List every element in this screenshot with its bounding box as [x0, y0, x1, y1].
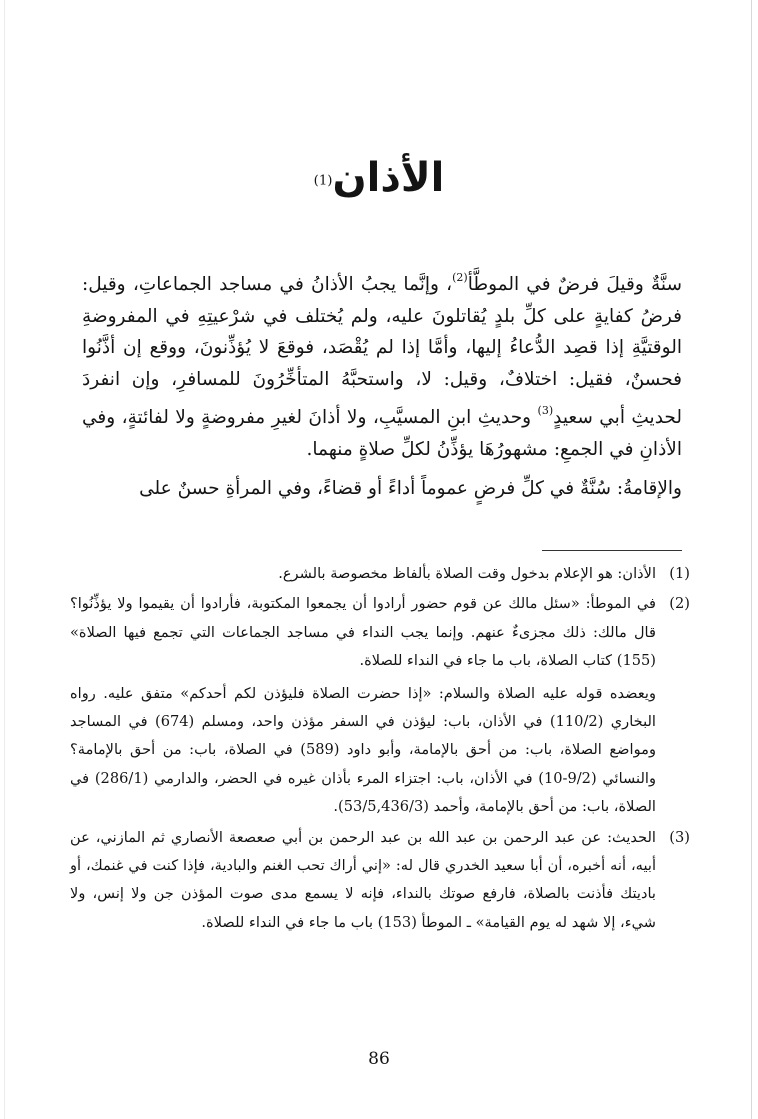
- footnote-body: [70, 560, 656, 588]
- footnote-body: [70, 590, 656, 821]
- main-text-segment: ، وإنَّما يجبُ الأذانُ في مساجد الجماعاتِ، وقيل: فرضُ كفايةٍ على كلِّ بلدٍ يُقاتلونَ عليه، ولم يُختلف في شرْعيتِهِ في المفروضةِ الوقتيَّةِ إذا قصِد الدُّعاءُ إليها، وأمَّا إذا لم يُقْصَد، فوقعَ لا يُؤذِّنونَ، ووقع إن أذَّنُوا فحسنٌ، فقيل: اختلافٌ، وقيل: لا، واستحبَّهُ المتأخِّرُونَ للمسافرِ، وإن انفردَ لحديثِ أبي سعيدٍ: [82, 274, 682, 428]
- footnotes: [70, 560, 690, 937]
- footnote-item: [70, 560, 690, 588]
- footnote-body: [70, 824, 656, 938]
- footnote-separator: [542, 550, 682, 551]
- page-number: 86: [368, 1049, 390, 1069]
- footnote-ref-3: (3): [537, 404, 554, 417]
- main-text-segment: وحديثِ ابنِ المسيَّبِ، ولا أذانَ لغيرِ مفروضةٍ ولا لفائتةٍ، وفي الأذانِ في الجمعِ: مشهورُهَا يؤذِّنُ لكلِّ صلاةٍ منهما.: [82, 407, 682, 460]
- main-paragraph-2: والإقامةُ: سُنَّةٌ في كلِّ فرضٍ عموماً أداءً أو قضاءً، وفي المرأةِ حسنٌ على: [139, 478, 682, 499]
- footnote-item: [70, 590, 690, 821]
- footnote-text: ويعضده قوله عليه الصلاة والسلام: «إذا حضرت الصلاة فليؤذن لكم أحدكم» متفق عليه. رواه البخاري (110/2) في الأذان، باب: ليؤذن في السفر مؤذن واحد، ومسلم (674) في المساجد ومواضع الصلاة، باب: من أحق بالإمامة، وأبو داود (589) في الصلاة، باب: من أحق بالإمامة؟ والنسائي (9/2-10) في الأذان، باب: اجتزاء المرء بأذان غيره في الحضر، والدارمي (286/1) في الصلاة، باب: من أحق بالإمامة، وأحمد (53/5,436/3).: [70, 684, 656, 816]
- main-text-segment: سنَّةٌ وقيلَ فرضٌ في الموطَّأ: [467, 274, 682, 295]
- footnote-number: (2): [669, 595, 690, 613]
- footnote-number: (3): [669, 828, 690, 846]
- main-text: [82, 262, 682, 505]
- footnote-text: الأذان: هو الإعلام بدخول وقت الصلاة بألفاظ مخصوصة بالشرع.: [278, 565, 656, 582]
- footnote-text: الحديث: عن عبد الرحمن بن عبد الله بن عبد الرحمن بن أبي صعصعة الأنصاري ثم المازني، عن أبيه، أنه أخبره، أن أبا سعيد الخدري قال له: «إني أراك تحب الغنم والبادية، فإذا كنت في غنمك، أو باديتك فأذنت بالصلاة، فارفع صوتك بالنداء، فإنه لا يسمع مدى صوت المؤذن جن ولا إنس، ولا شيء، إلا شهد له يوم القيامة» ـ الموطأ (153) باب ما جاء في النداء للصلاة.: [70, 828, 656, 931]
- footnote-text: في الموطأ: «سئل مالك عن قوم حضور أرادوا أن يجمعوا المكتوبة، فأرادوا أن يقيموا ولا يؤذِّنُوا؟ قال مالك: ذلك مجزىءٌ عنهم. وإنما يجب النداء في مساجد الجماعات التي تجمع فيها الصلاة» (155) كتاب الصلاة، باب ما جاء في النداء للصلاة.: [70, 595, 656, 670]
- main-paragraph-1: [82, 262, 682, 465]
- footnote-item: [70, 824, 690, 938]
- footnote-ref-2: (2): [452, 271, 468, 284]
- chapter-title: الأذان: [332, 155, 445, 201]
- footnote-number: (1): [669, 565, 690, 582]
- chapter-title-footnote-ref: (1): [313, 173, 333, 189]
- chapter-heading: [0, 148, 758, 208]
